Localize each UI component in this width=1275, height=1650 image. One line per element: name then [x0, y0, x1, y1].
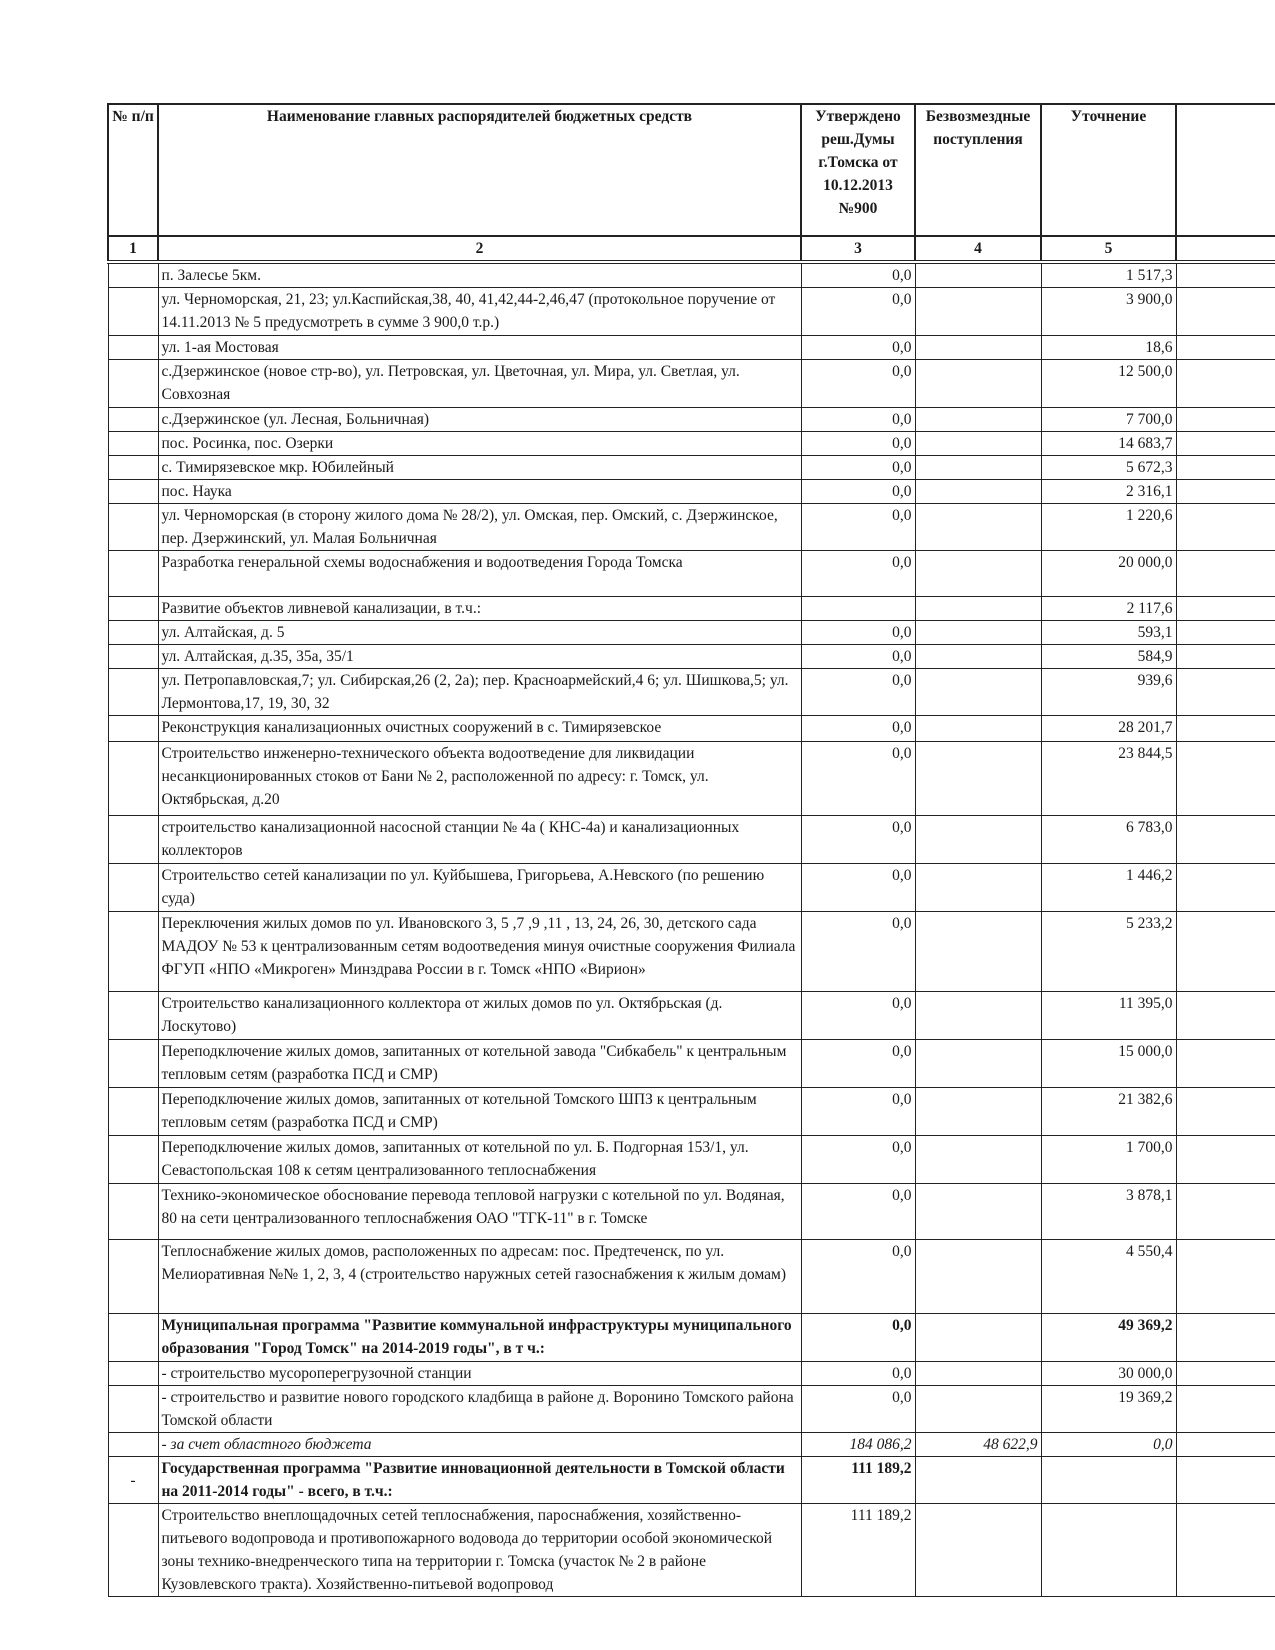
row-next-column [1176, 480, 1275, 504]
row-grants [915, 456, 1041, 480]
table-row [108, 262, 1275, 288]
row-next-column [1176, 992, 1275, 1040]
table-row [108, 288, 1275, 336]
row-name: ул. Черноморская, 21, 23; ул.Каспийская,38, 40, 41,42,44-2,46,47 (протокольное поручение от 14.11.2013 № 5 предусмотреть в сумме 3 900,0 т.р.) [158, 288, 801, 336]
row-name: ул. 1-ая Мостовая [158, 336, 801, 360]
row-name: с.Дзержинское (новое стр-во), ул. Петровская, ул. Цветочная, ул. Мира, ул. Светлая, ул. Совхозная [158, 360, 801, 408]
row-name: Технико-экономическое обоснование перевода тепловой нагрузки с котельной по ул. Водяная, 80 на сети централизованного теплоснабжения ОАО "ТГК-11" в г. Томске [158, 1184, 801, 1240]
colnum-1: 1 [108, 236, 158, 262]
table-row [108, 912, 1275, 992]
row-grants [915, 504, 1041, 551]
row-next-column [1176, 504, 1275, 551]
row-clarification: 3 900,0 [1041, 288, 1176, 336]
row-name: Строительство сетей канализации по ул. Куйбышева, Григорьева, А.Невского (по решению суда) [158, 864, 801, 912]
row-clarification: 49 369,2 [1041, 1314, 1176, 1362]
row-grants [915, 621, 1041, 645]
row-next-column [1176, 1433, 1275, 1457]
row-clarification: 18,6 [1041, 336, 1176, 360]
row-approved: 184 086,2 [801, 1433, 915, 1457]
row-next-column [1176, 597, 1275, 621]
row-grants [915, 669, 1041, 716]
row-next-column [1176, 621, 1275, 645]
colnum-3: 3 [801, 236, 915, 262]
table-row [108, 1240, 1275, 1314]
row-grants [915, 1088, 1041, 1136]
row-approved: 0,0 [801, 912, 915, 992]
row-grants [915, 1136, 1041, 1184]
row-approved: 0,0 [801, 432, 915, 456]
row-clarification: 584,9 [1041, 645, 1176, 669]
row-clarification: 2 316,1 [1041, 480, 1176, 504]
row-next-column [1176, 1504, 1275, 1597]
row-grants [915, 816, 1041, 864]
row-clarification: 6 783,0 [1041, 816, 1176, 864]
header-name: Наименование главных распорядителей бюджетных средств [158, 104, 801, 236]
row-clarification: 3 878,1 [1041, 1184, 1176, 1240]
table-row [108, 1136, 1275, 1184]
row-clarification: 20 000,0 [1041, 551, 1176, 597]
table-row [108, 1040, 1275, 1088]
row-approved: 0,0 [801, 456, 915, 480]
row-grants [915, 645, 1041, 669]
row-clarification: 23 844,5 [1041, 742, 1176, 816]
row-number [108, 336, 158, 360]
table-row [108, 360, 1275, 408]
table-row [108, 716, 1275, 742]
row-clarification: 21 382,6 [1041, 1088, 1176, 1136]
row-approved: 0,0 [801, 336, 915, 360]
row-clarification [1041, 1504, 1176, 1597]
row-next-column [1176, 551, 1275, 597]
table-row [108, 597, 1275, 621]
row-number [108, 621, 158, 645]
row-number [108, 1088, 158, 1136]
row-approved: 0,0 [801, 1088, 915, 1136]
row-clarification: 14 683,7 [1041, 432, 1176, 456]
colnum-4: 4 [915, 236, 1041, 262]
row-clarification: 939,6 [1041, 669, 1176, 716]
row-next-column [1176, 456, 1275, 480]
row-grants [915, 597, 1041, 621]
row-name: пос. Росинка, пос. Озерки [158, 432, 801, 456]
row-approved: 0,0 [801, 504, 915, 551]
row-next-column [1176, 716, 1275, 742]
colnum-6 [1176, 236, 1275, 262]
row-grants [915, 1040, 1041, 1088]
row-grants [915, 742, 1041, 816]
table-row [108, 864, 1275, 912]
row-number [108, 1040, 158, 1088]
row-number [108, 645, 158, 669]
row-approved: 0,0 [801, 716, 915, 742]
row-grants [915, 1240, 1041, 1314]
row-name: ул. Петропавловская,7; ул. Сибирская,26 (2, 2а); пер. Красноармейский,4 6; ул. Шишкова,5; ул. Лермонтова,17, 19, 30, 32 [158, 669, 801, 716]
row-approved: 0,0 [801, 408, 915, 432]
row-grants [915, 360, 1041, 408]
row-number [108, 262, 158, 288]
row-clarification: 5 233,2 [1041, 912, 1176, 992]
row-next-column [1176, 1184, 1275, 1240]
row-next-column [1176, 360, 1275, 408]
row-name: Переключения жилых домов по ул. Ивановского 3, 5 ,7 ,9 ,11 , 13, 24, 26, 30, детского сада МАДОУ № 53 к централизованным сетям водоотведения минуя очистные сооружения Филиала ФГУП «НПО «Микроген» Минздрава России в г. Томск «НПО «Вирион» [158, 912, 801, 992]
row-number [108, 1314, 158, 1362]
row-approved: 111 189,2 [801, 1504, 915, 1597]
row-approved: 0,0 [801, 992, 915, 1040]
row-number [108, 456, 158, 480]
row-approved: 0,0 [801, 551, 915, 597]
table-row [108, 669, 1275, 716]
row-approved: 0,0 [801, 621, 915, 645]
table-row [108, 742, 1275, 816]
row-next-column [1176, 1386, 1275, 1433]
table-row [108, 816, 1275, 864]
row-name: Реконструкция канализационных очистных сооружений в с. Тимирязевское [158, 716, 801, 742]
table-row [108, 1184, 1275, 1240]
row-number [108, 504, 158, 551]
table-row [108, 621, 1275, 645]
table-row [108, 1386, 1275, 1433]
table-row [108, 1362, 1275, 1386]
row-next-column [1176, 1457, 1275, 1504]
row-number [108, 408, 158, 432]
row-next-column [1176, 262, 1275, 288]
row-approved: 0,0 [801, 1362, 915, 1386]
row-clarification: 0,0 [1041, 1433, 1176, 1457]
row-grants [915, 432, 1041, 456]
row-approved: 111 189,2 [801, 1457, 915, 1504]
row-next-column [1176, 1240, 1275, 1314]
row-name: п. Залесье 5км. [158, 262, 801, 288]
row-name: с.Дзержинское (ул. Лесная, Больничная) [158, 408, 801, 432]
row-clarification: 12 500,0 [1041, 360, 1176, 408]
row-number [108, 742, 158, 816]
colnum-5: 5 [1041, 236, 1176, 262]
row-grants [915, 716, 1041, 742]
row-name: Строительство канализационного коллектора от жилых домов по ул. Октябрьская (д. Лоскутово) [158, 992, 801, 1040]
row-approved: 0,0 [801, 864, 915, 912]
row-grants [915, 1504, 1041, 1597]
row-grants [915, 1362, 1041, 1386]
row-next-column [1176, 1136, 1275, 1184]
row-number [108, 1136, 158, 1184]
row-approved: 0,0 [801, 645, 915, 669]
row-number [108, 288, 158, 336]
table-row [108, 456, 1275, 480]
row-grants: 48 622,9 [915, 1433, 1041, 1457]
column-number-row [108, 236, 1275, 262]
row-grants [915, 1457, 1041, 1504]
row-name: Переподключение жилых домов, запитанных от котельной завода "Сибкабель" к центральным тепловым сетям (разработка ПСД и СМР) [158, 1040, 801, 1088]
row-grants [915, 288, 1041, 336]
row-name: Теплоснабжение жилых домов, расположенных по адресам: пос. Предтеченск, по ул. Мелиоративная №№ 1, 2, 3, 4 (строительство наружных сетей газоснабжения к жилым домам) [158, 1240, 801, 1314]
row-approved: 0,0 [801, 742, 915, 816]
row-name: Переподключение жилых домов, запитанных от котельной Томского ШПЗ к центральным тепловым сетям (разработка ПСД и СМР) [158, 1088, 801, 1136]
row-clarification: 1 446,2 [1041, 864, 1176, 912]
table-row [108, 480, 1275, 504]
row-grants [915, 1386, 1041, 1433]
row-next-column [1176, 1314, 1275, 1362]
row-next-column [1176, 912, 1275, 992]
colnum-2: 2 [158, 236, 801, 262]
row-clarification: 1 700,0 [1041, 1136, 1176, 1184]
row-name: с. Тимирязевское мкр. Юбилейный [158, 456, 801, 480]
row-clarification: 5 672,3 [1041, 456, 1176, 480]
row-next-column [1176, 432, 1275, 456]
table-row [108, 551, 1275, 597]
row-number [108, 1184, 158, 1240]
row-clarification [1041, 1457, 1176, 1504]
table-header-row [108, 104, 1275, 236]
row-approved: 0,0 [801, 288, 915, 336]
row-name: Разработка генеральной схемы водоснабжения и водоотведения Города Томска [158, 551, 801, 597]
table-row [108, 1314, 1275, 1362]
row-name: Государственная программа "Развитие инновационной деятельности в Томской области на 2011-2014 годы" - всего, в т.ч.: [158, 1457, 801, 1504]
row-number: - [108, 1457, 158, 1504]
row-number [108, 1386, 158, 1433]
table-row [108, 1504, 1275, 1597]
row-grants [915, 480, 1041, 504]
row-approved: 0,0 [801, 480, 915, 504]
row-clarification: 4 550,4 [1041, 1240, 1176, 1314]
row-name: - за счет областного бюджета [158, 1433, 801, 1457]
row-number [108, 716, 158, 742]
table-row [108, 336, 1275, 360]
row-approved: 0,0 [801, 1240, 915, 1314]
row-next-column [1176, 408, 1275, 432]
header-num: № п/п [108, 104, 158, 236]
row-clarification: 593,1 [1041, 621, 1176, 645]
table-row [108, 408, 1275, 432]
row-clarification: 1 220,6 [1041, 504, 1176, 551]
row-grants [915, 262, 1041, 288]
row-next-column [1176, 1040, 1275, 1088]
row-next-column [1176, 336, 1275, 360]
row-approved: 0,0 [801, 1136, 915, 1184]
row-clarification: 1 517,3 [1041, 262, 1176, 288]
table-row [108, 1457, 1275, 1504]
row-clarification: 30 000,0 [1041, 1362, 1176, 1386]
row-name: ул. Черноморская (в сторону жилого дома № 28/2), ул. Омская, пер. Омский, с. Дзержинское, пер. Дзержинский, ул. Малая Больничная [158, 504, 801, 551]
table-row [108, 645, 1275, 669]
header-grants: Безвозмездные поступления [915, 104, 1041, 236]
row-clarification: 7 700,0 [1041, 408, 1176, 432]
row-approved: 0,0 [801, 669, 915, 716]
row-next-column [1176, 742, 1275, 816]
row-approved: 0,0 [801, 1314, 915, 1362]
row-approved: 0,0 [801, 1040, 915, 1088]
table-row [108, 1088, 1275, 1136]
row-name: ул. Алтайская, д. 5 [158, 621, 801, 645]
row-clarification: 15 000,0 [1041, 1040, 1176, 1088]
row-name: Строительство инженерно-технического объекта водоотведение для ликвидации несанкционированных стоков от Бани № 2, расположенной по адресу: г. Томск, ул. Октябрьская, д.20 [158, 742, 801, 816]
row-clarification: 19 369,2 [1041, 1386, 1176, 1433]
row-grants [915, 864, 1041, 912]
row-number [108, 1433, 158, 1457]
budget-table [107, 103, 1275, 1597]
header-next-column [1176, 104, 1275, 236]
row-grants [915, 992, 1041, 1040]
row-approved: 0,0 [801, 262, 915, 288]
table-row [108, 432, 1275, 456]
row-grants [915, 912, 1041, 992]
row-number [108, 669, 158, 716]
row-number [108, 597, 158, 621]
row-grants [915, 1314, 1041, 1362]
row-clarification: 11 395,0 [1041, 992, 1176, 1040]
row-next-column [1176, 288, 1275, 336]
row-number [108, 551, 158, 597]
row-approved: 0,0 [801, 360, 915, 408]
row-number [108, 912, 158, 992]
row-next-column [1176, 1088, 1275, 1136]
table-body [108, 262, 1275, 1597]
row-number [108, 1362, 158, 1386]
row-clarification: 2 117,6 [1041, 597, 1176, 621]
row-number [108, 816, 158, 864]
row-approved [801, 597, 915, 621]
row-name: - строительство и развитие нового городского кладбища в районе д. Воронино Томского района Томской области [158, 1386, 801, 1433]
row-name: строительство канализационной насосной станции № 4а ( КНС-4а) и канализационных коллекторов [158, 816, 801, 864]
row-grants [915, 551, 1041, 597]
table-row [108, 504, 1275, 551]
row-number [108, 992, 158, 1040]
row-next-column [1176, 1362, 1275, 1386]
row-name: ул. Алтайская, д.35, 35а, 35/1 [158, 645, 801, 669]
row-name: Развитие объектов ливневой канализации, в т.ч.: [158, 597, 801, 621]
row-grants [915, 336, 1041, 360]
row-next-column [1176, 816, 1275, 864]
row-name: Переподключение жилых домов, запитанных от котельной по ул. Б. Подгорная 153/1, ул. Севастопольская 108 к сетям централизованного теплоснабжения [158, 1136, 801, 1184]
row-grants [915, 1184, 1041, 1240]
row-number [108, 432, 158, 456]
row-approved: 0,0 [801, 816, 915, 864]
table-row [108, 1433, 1275, 1457]
row-number [108, 1504, 158, 1597]
row-number [108, 480, 158, 504]
row-number [108, 864, 158, 912]
row-name: Строительство внеплощадочных сетей теплоснабжения, пароснабжения, хозяйственно-питьевого водопровода и противопожарного водовода до территории особой экономической зоны технико-внедренческого типа на территории г. Томска (участок № 2 в районе Кузовлевского тракта). Хозяйственно-питьевой водопровод [158, 1504, 801, 1597]
row-next-column [1176, 669, 1275, 716]
header-clarification: Уточнение [1041, 104, 1176, 236]
row-grants [915, 408, 1041, 432]
row-next-column [1176, 864, 1275, 912]
row-name: Муниципальная программа "Развитие коммунальной инфраструктуры муниципального образования "Город Томск" на 2014-2019 годы", в т ч.: [158, 1314, 801, 1362]
row-number [108, 1240, 158, 1314]
row-approved: 0,0 [801, 1184, 915, 1240]
row-approved: 0,0 [801, 1386, 915, 1433]
row-clarification: 28 201,7 [1041, 716, 1176, 742]
row-number [108, 360, 158, 408]
row-name: пос. Наука [158, 480, 801, 504]
row-name: - строительство мусороперегрузочной станции [158, 1362, 801, 1386]
header-approved: Утверждено реш.Думы г.Томска от 10.12.2013 №900 [801, 104, 915, 236]
row-next-column [1176, 645, 1275, 669]
table-row [108, 992, 1275, 1040]
